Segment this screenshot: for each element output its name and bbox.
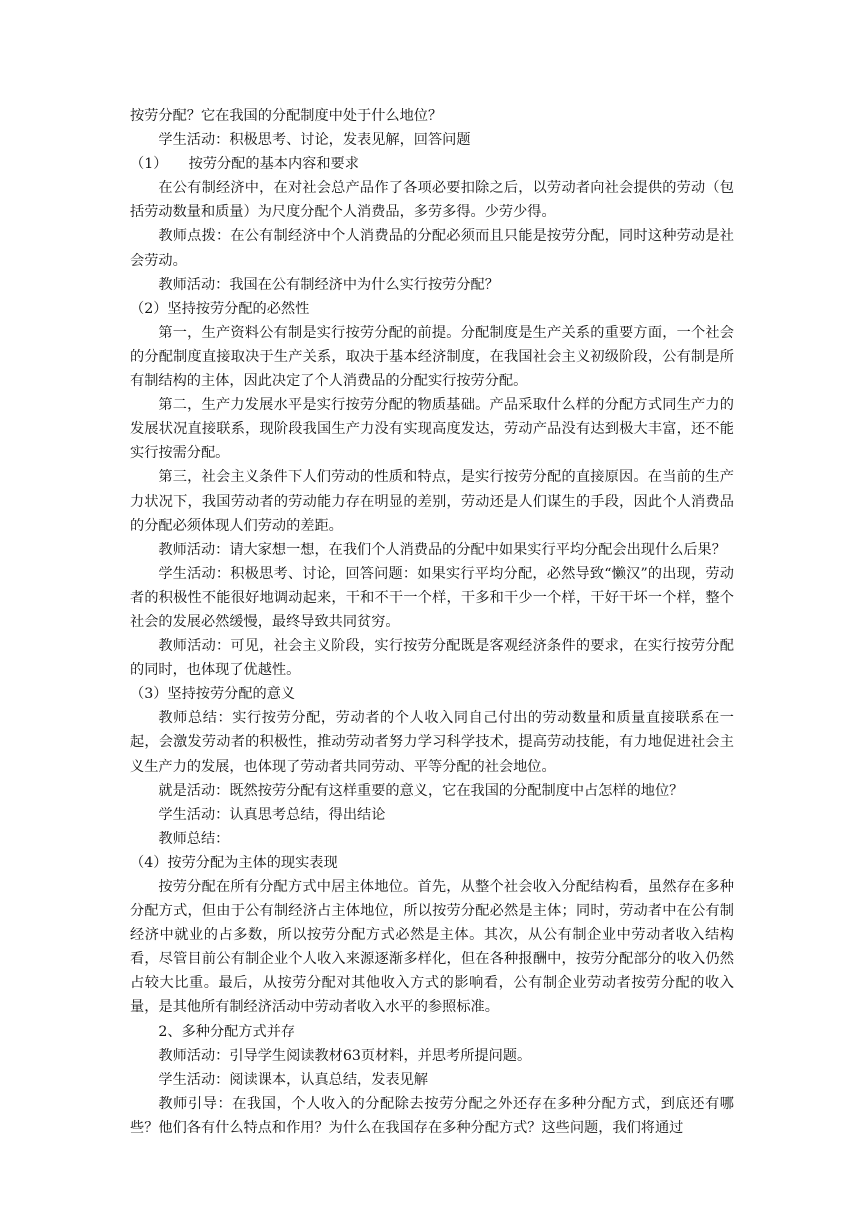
paragraph: 第三，社会主义条件下人们劳动的性质和特点，是实行按劳分配的直接原因。在当前的生产力状况下，我国劳动者的劳动能力存在明显的差别，劳动还是人们谋生的手段，因此个人消费品的分配必须体现人们劳动的差距。 xyxy=(130,469,734,534)
section-heading: 2、多种分配方式并存 xyxy=(158,1023,296,1040)
paragraph: 教师活动：请大家想一想，在我们个人消费品的分配中如果实行平均分配会出现什么后果？ xyxy=(158,541,726,558)
subheading: （2）坚持按劳分配的必然性 xyxy=(130,300,310,317)
paragraph: 第二，生产力发展水平是实行按劳分配的物质基础。产品采取什么样的分配方式同生产力的发展状况直接联系，现阶段我国生产力没有实现高度发达，劳动产品没有达到极大丰富，还不能实行按需分配。 xyxy=(130,397,734,462)
paragraph: 教师引导：在我国，个人收入的分配除去按劳分配之外还存在多种分配方式，到底还有哪些？他们各有什么特点和作用？为什么在我国存在多种分配方式？这些问题，我们将通过 xyxy=(130,1095,734,1136)
document-body xyxy=(130,104,734,1140)
paragraph: 就是活动：既然按劳分配有这样重要的意义，它在我国的分配制度中占怎样的地位？ xyxy=(158,782,684,799)
subheading: （3）坚持按劳分配的意义 xyxy=(130,686,296,703)
subheading: （1） 按劳分配的基本内容和要求 xyxy=(130,156,359,173)
paragraph: 按劳分配？它在我国的分配制度中处于什么地位？ xyxy=(130,108,443,124)
paragraph: 第一，生产资料公有制是实行按劳分配的前提。分配制度是生产关系的重要方面，一个社会的分配制度直接取决于生产关系，取决于基本经济制度，在我国社会主义初级阶段，公有制是所有制结构的主体，因此决定了个人消费品的分配实行按劳分配。 xyxy=(130,324,734,390)
paragraph: 教师总结： xyxy=(158,830,230,847)
paragraph: 在公有制经济中，在对社会总产品作了各项必要扣除之后，以劳动者向社会提供的劳动（包括劳动数量和质量）为尺度分配个人消费品，多劳多得。少劳少得。 xyxy=(130,180,734,221)
paragraph: 按劳分配在所有分配方式中居主体地位。首先，从整个社会收入分配结构看，虽然存在多种分配方式，但由于公有制经济占主体地位，所以按劳分配必然是主体；同时，劳动者中在公有制经济中就业的占多数，所以按劳分配方式必然是主体。其次，从公有制企业中劳动者收入结构看，尽管目前公有制企业个人收入来源逐渐多样化，但在各种报酬中，按劳分配部分的收入仍然占较大比重。最后，从按劳分配对其他收入方式的影响看，公有制企业劳动者按劳分配的收入量，是其他所有制经济活动中劳动者收入水平的参照标准。 xyxy=(130,879,734,1016)
paragraph: 学生活动：积极思考、讨论，发表见解，回答问题 xyxy=(158,132,471,149)
paragraph: 学生活动：认真思考总结，得出结论 xyxy=(158,806,386,823)
paragraph: 教师活动：我国在公有制经济中为什么实行按劳分配？ xyxy=(158,276,499,293)
paragraph: 学生活动：积极思考、讨论，回答问题：如果实行平均分配，必然导致“懒汉”的出现，劳动者的积极性不能很好地调动起来，干和不干一个样，干多和干少一个样，干好干坏一个样，整个社会的发展必然缓慢，最终导致共同贫穷。 xyxy=(130,565,734,630)
paragraph: 教师总结：实行按劳分配，劳动者的个人收入同自己付出的劳动数量和质量直接联系在一起，会激发劳动者的积极性，推动劳动者努力学习科学技术，提高劳动技能，有力地促进社会主义生产力的发展，也体现了劳动者共同劳动、平等分配的社会地位。 xyxy=(130,710,734,775)
paragraph: 学生活动：阅读课本，认真总结，发表见解 xyxy=(158,1071,428,1088)
paragraph: 教师点拨：在公有制经济中个人消费品的分配必须而且只能是按劳分配，同时这种劳动是社会劳动。 xyxy=(130,228,734,269)
subheading: （4）按劳分配为主体的现实表现 xyxy=(130,854,338,871)
paragraph: 教师活动：引导学生阅读教材63页材料，并思考所提问题。 xyxy=(158,1047,532,1064)
paragraph: 教师活动：可见，社会主义阶段，实行按劳分配既是客观经济条件的要求，在实行按劳分配的同时，也体现了优越性。 xyxy=(130,638,734,679)
